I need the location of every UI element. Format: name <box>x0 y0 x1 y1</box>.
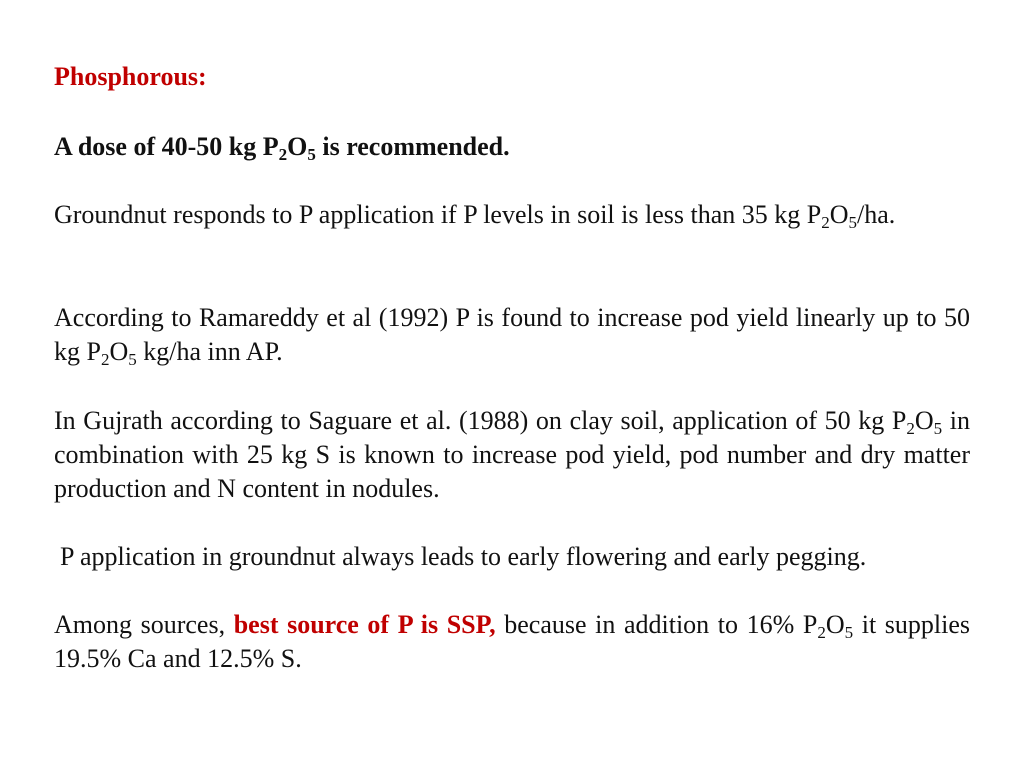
subscript: 2 <box>821 213 830 232</box>
text-run: kg/ha inn AP. <box>136 337 283 366</box>
subscript: 2 <box>817 623 826 642</box>
text-run: is recommended. <box>315 132 510 161</box>
text-run: Groundnut responds to P application if P levels in soil is less than 35 kg P <box>54 200 822 229</box>
subscript: 2 <box>100 350 110 369</box>
paragraph-response <box>54 198 970 232</box>
text-run: O <box>287 132 308 161</box>
paragraph-dose <box>54 130 970 164</box>
text-run: in combination with 25 kg S is known to increase pod yield, pod number and dry matter production and N content in nodules. <box>54 406 970 503</box>
text-run: Among sources, <box>54 610 234 639</box>
subscript: 2 <box>906 419 915 438</box>
slide-heading: Phosphorous: <box>54 62 207 91</box>
subscript: 2 <box>278 145 288 164</box>
text-run: because in addition to 16% P <box>495 610 818 639</box>
subscript: 5 <box>307 145 316 164</box>
subscript: 5 <box>844 623 854 642</box>
paragraph-ramareddy <box>54 301 970 369</box>
subscript: 5 <box>128 350 137 369</box>
text-run: O <box>825 610 845 639</box>
text-run: it supplies 19.5% Ca and 12.5% S. <box>54 610 971 673</box>
subscript: 5 <box>933 419 943 438</box>
paragraph-gujrath <box>54 404 970 506</box>
paragraph-flowering: P application in groundnut always leads to early flowering and early pegging. <box>60 542 867 571</box>
text-run: In Gujrath according to Saguare et al. (1988) on clay soil, application of 50 kg P <box>54 406 907 435</box>
text-run: A dose of 40-50 kg P <box>54 132 279 161</box>
text-run: O <box>914 406 934 435</box>
paragraph-sources <box>54 608 970 676</box>
text-run: According to Ramareddy et al (1992) P is found to increase pod yield linearly up to 50 kg P <box>54 303 970 366</box>
text-run: O <box>829 200 849 229</box>
highlight-text: best source of P is SSP, <box>233 610 496 639</box>
text-run: O <box>109 337 129 366</box>
subscript: 5 <box>848 213 857 232</box>
text-run: /ha. <box>856 200 896 229</box>
